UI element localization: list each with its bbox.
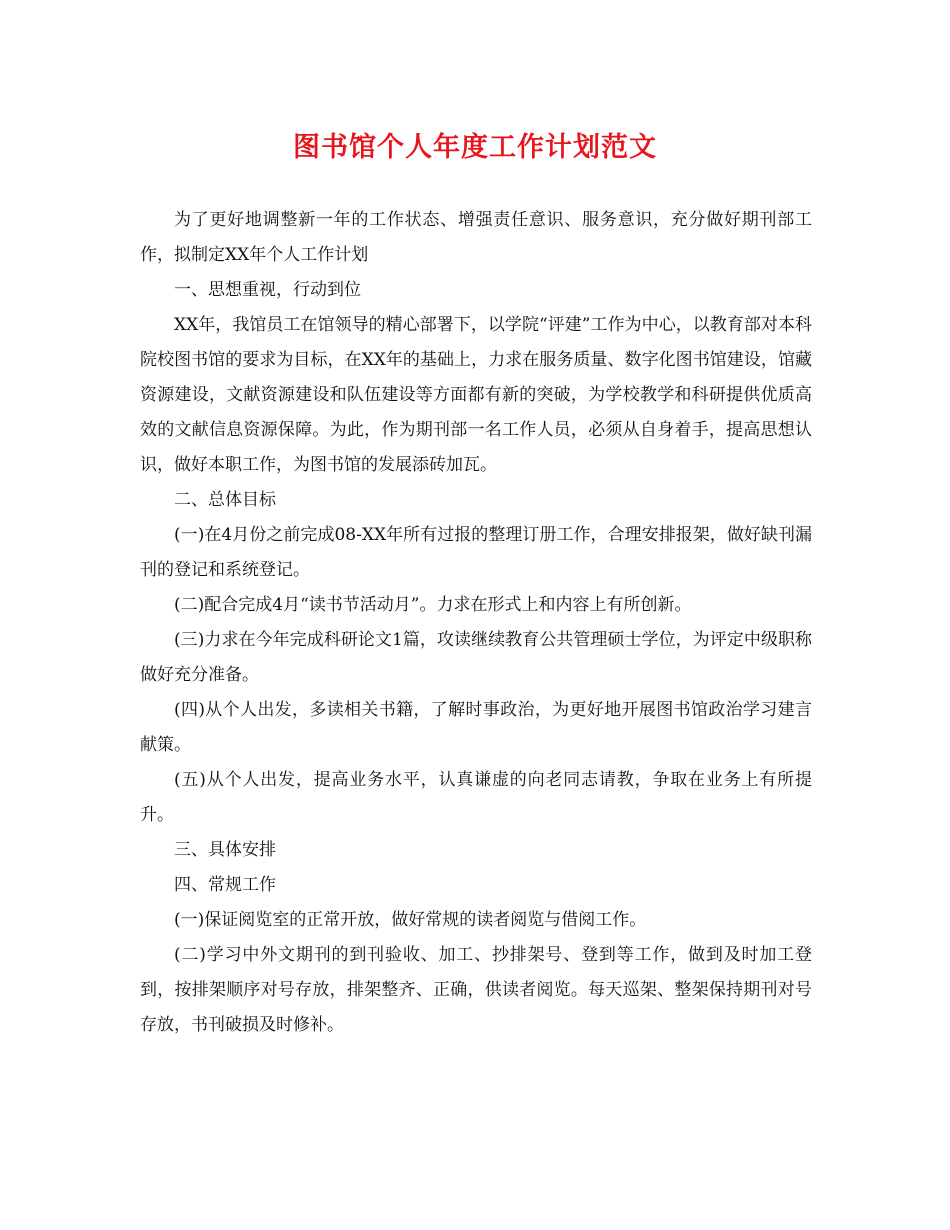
section-heading-4: 四、常规工作: [174, 875, 276, 895]
list-item: (五)从个人出发，提高业务水平，认真谦虚的向老同志请教，争取在业务上有所提升。: [140, 770, 812, 825]
document-body: [140, 203, 812, 1043]
list-item: (二)学习中外文期刊的到刊验收、加工、抄排架号、登到等工作，做到及时加工登到，按排架顺序对号存放，排架整齐、正确，供读者阅览。每天巡架、整架保持期刊对号存放，书刊破损及时修补。: [140, 945, 812, 1035]
section-heading-3: 三、具体安排: [174, 840, 276, 860]
document-title: 图书馆个人年度工作计划范文: [293, 132, 657, 163]
list-item: (一)在4月份之前完成08-XX年所有过报的整理订册工作，合理安排报架，做好缺刊漏刊的登记和系统登记。: [140, 525, 812, 580]
list-item: (二)配合完成4月“读书节活动月”。力求在形式上和内容上有所创新。: [174, 595, 692, 615]
list-item: (四)从个人出发，多读相关书籍，了解时事政治，为更好地开展图书馆政治学习建言献策。: [140, 700, 812, 755]
section-heading-2: 二、总体目标: [174, 490, 276, 510]
intro-paragraph: 为了更好地调整新一年的工作状态、增强责任意识、服务意识，充分做好期刊部工作，拟制定XX年个人工作计划: [140, 210, 812, 265]
list-item: (三)力求在今年完成科研论文1篇，攻读继续教育公共管理硕士学位，为评定中级职称做好充分准备。: [140, 630, 812, 685]
section-heading-1: 一、思想重视，行动到位: [174, 280, 361, 300]
list-item: (一)保证阅览室的正常开放，做好常规的读者阅览与借阅工作。: [174, 910, 647, 930]
paragraph: XX年，我馆员工在馆领导的精心部署下，以学院“评建”工作为中心，以教育部对本科院校图书馆的要求为目标，在XX年的基础上，力求在服务质量、数字化图书馆建设，馆藏资源建设，文献资源建设和队伍建设等方面都有新的突破，为学校教学和科研提供优质高效的文献信息资源保障。为此，作为期刊部一名工作人员，必须从自身着手，提高思想认识，做好本职工作，为图书馆的发展添砖加瓦。: [140, 315, 812, 475]
